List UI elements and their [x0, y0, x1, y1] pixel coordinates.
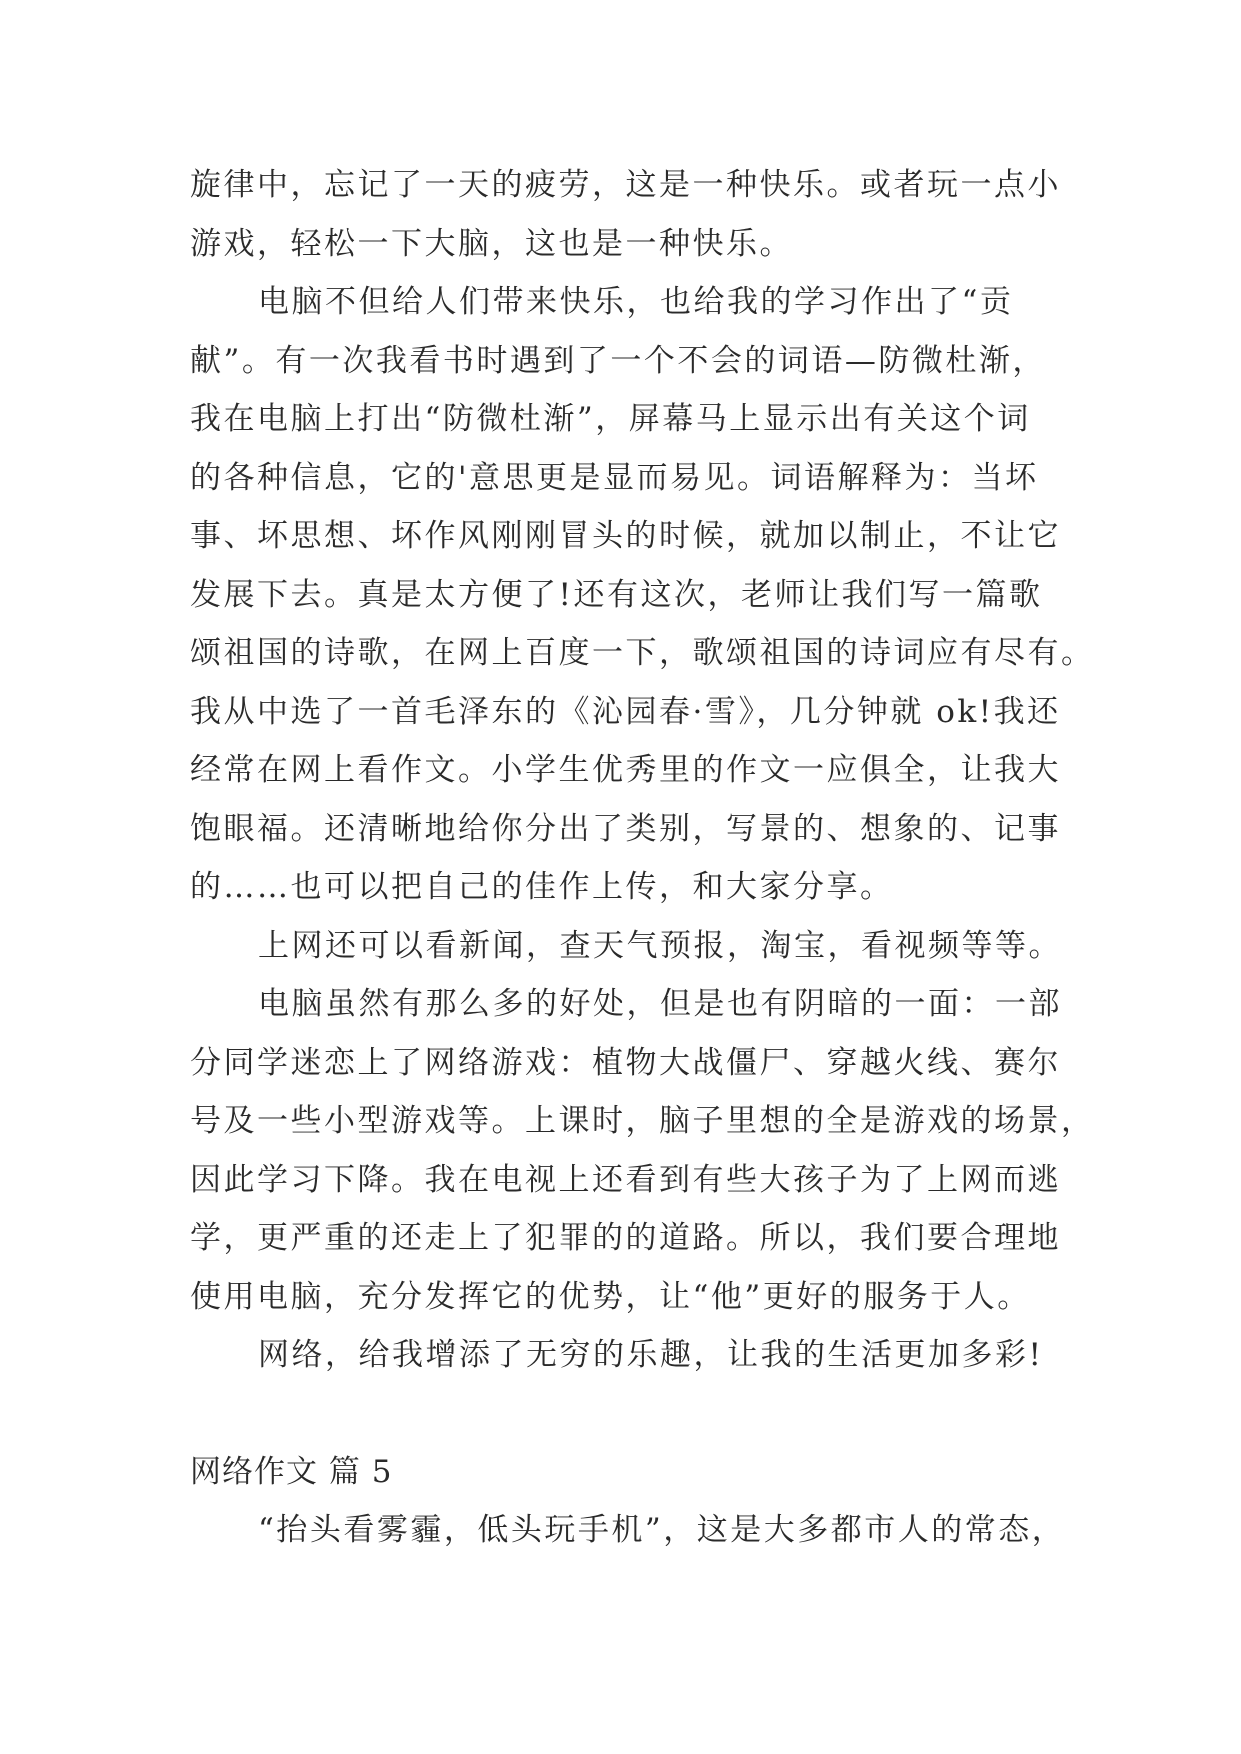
text-line: 饱眼福。还清晰地给你分出了类别，写景的、想象的、记事 — [190, 810, 1061, 847]
text-line: 颂祖国的诗歌，在网上百度一下，歌颂祖国的诗词应有尽有。 — [190, 635, 1095, 671]
text-line: 学，更严重的还走上了犯罪的的道路。所以，我们要合理地 — [190, 1220, 1061, 1256]
text-line: 分同学迷恋上了网络游戏：植物大战僵尸、穿越火线、赛尔 — [190, 1044, 1061, 1081]
text-line: 号及一些小型游戏等。上课时，脑子里想的全是游戏的场景， — [190, 1103, 1095, 1139]
paragraph-start-line: “抬头看雾霾，低头玩手机”，这是大多都市人的常态， — [258, 1512, 1066, 1548]
text-line: 我在电脑上打出“防微杜渐”，屏幕马上显示出有关这个词 — [190, 401, 1031, 437]
paragraph-start-line: 网络，给我增添了无穷的乐趣，让我的生活更加多彩! — [258, 1337, 1044, 1373]
text-line: 献”。有一次我看书时遇到了一个不会的词语—防微杜渐， — [190, 342, 1046, 379]
text-line: 我从中选了一首毛泽东的《沁园春·雪》，几分钟就 ok!我还 — [190, 693, 1061, 730]
text-line: 游戏，轻松一下大脑，这也是一种快乐。 — [190, 225, 793, 262]
paragraph-start-line: 上网还可以看新闻，查天气预报，淘宝，看视频等等。 — [258, 927, 1062, 964]
text-line: 因此学习下降。我在电视上还看到有些大孩子为了上网而逃 — [190, 1161, 1061, 1198]
section-heading: 网络作文 篇 5 — [190, 1453, 393, 1490]
text-line: 事、坏思想、坏作风刚刚冒头的时候，就加以制止，不让它 — [190, 518, 1061, 554]
document-body — [190, 156, 1095, 1560]
text-line: 经常在网上看作文。小学生优秀里的作文一应俱全，让我大 — [190, 752, 1061, 788]
text-line: 发展下去。真是太方便了!还有这次，老师让我们写一篇歌 — [190, 576, 1043, 613]
section-spacer — [190, 1385, 1070, 1443]
text-line: 的各种信息，它的'意思更是显而易见。词语解释为：当坏 — [190, 459, 1039, 496]
paragraph-start-line: 电脑虽然有那么多的好处，但是也有阴暗的一面：一部 — [258, 986, 1062, 1022]
paragraph-start-line: 电脑不但给人们带来快乐，也给我的学习作出了“贡 — [258, 284, 1014, 320]
text-line: 旋律中，忘记了一天的疲劳，这是一种快乐。或者玩一点小 — [190, 167, 1061, 203]
text-line: 使用电脑，充分发挥它的优势，让“他”更好的服务于人。 — [190, 1278, 1031, 1315]
text-line: 的……也可以把自己的佳作上传，和大家分享。 — [190, 869, 894, 905]
